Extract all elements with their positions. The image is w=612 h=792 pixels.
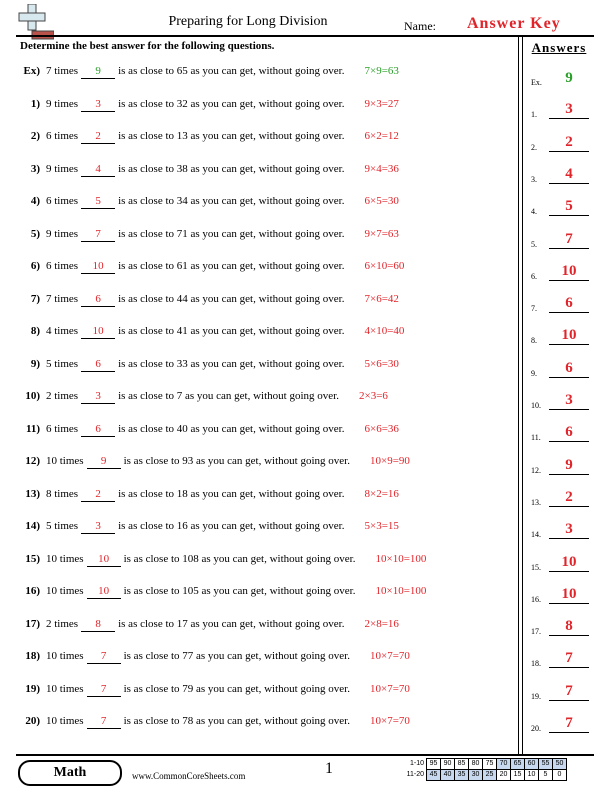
problem-row [16, 325, 404, 341]
problem-number: 14) [25, 520, 40, 532]
score-row-label: 1-10 [409, 760, 424, 767]
answer-label: 18. [531, 659, 541, 669]
multiplication-fact: 4×10=40 [364, 325, 405, 337]
problem-number: 4) [30, 195, 40, 207]
problem-answer-blank: 6 [81, 358, 115, 372]
answer-value: 5 [549, 198, 589, 216]
score-cell: 40 [441, 770, 455, 781]
problem-multiplier: 4 times [46, 325, 79, 337]
multiplication-fact: 8×2=16 [364, 487, 399, 500]
problem-row [16, 683, 410, 699]
problem-multiplier: 10 times [46, 682, 84, 695]
answer-column-divider-inner [522, 37, 523, 754]
score-cell: 45 [427, 770, 441, 781]
problem-number: 17) [25, 617, 40, 630]
page-title: Preparing for Long Division [168, 14, 328, 29]
math-badge: Math [18, 760, 122, 786]
top-divider [16, 35, 594, 37]
problem-answer-blank: 2 [81, 130, 115, 144]
score-cell: 75 [483, 759, 497, 770]
problem-row [16, 650, 410, 666]
page-number: 1 [325, 760, 333, 777]
multiplication-fact: 2×3=6 [358, 390, 388, 402]
answer-row [531, 553, 593, 572]
problem-multiplier: 6 times [46, 130, 79, 142]
problem-number: 16) [25, 585, 40, 597]
problem-multiplier: 10 times [46, 585, 84, 597]
problem-answer-blank: 3 [81, 98, 115, 112]
problem-row [16, 455, 410, 471]
answer-label: 1. [531, 110, 537, 120]
site-url: www.CommonCoreSheets.com [132, 771, 246, 781]
problem-row [16, 293, 399, 309]
answer-value: 3 [549, 521, 589, 539]
answer-value: 9 [565, 70, 573, 86]
problem-number: 12) [25, 455, 40, 467]
problem-answer-blank: 9 [87, 455, 121, 469]
problem-number: Ex) [23, 65, 40, 77]
problem-multiplier: 2 times [46, 617, 79, 630]
score-row [398, 770, 567, 781]
multiplication-fact: 5×6=30 [364, 357, 399, 370]
problem-multiplier: 9 times [46, 227, 79, 240]
answer-label: 8. [531, 336, 537, 346]
multiplication-fact: 6×5=30 [364, 195, 399, 207]
problem-multiplier: 10 times [46, 715, 84, 727]
problem-row [16, 358, 399, 374]
problem-text: is as close to 71 as you can get, without going over. [118, 227, 345, 240]
problem-row [16, 195, 399, 211]
answer-row [531, 652, 593, 668]
score-cell: 80 [469, 759, 483, 770]
answer-row [531, 585, 593, 604]
score-cell: 5 [539, 770, 553, 781]
problem-number: 9) [30, 357, 40, 370]
score-cell: 85 [455, 759, 469, 770]
answer-label: 14. [531, 530, 541, 540]
score-cell: 70 [497, 759, 511, 770]
answer-value: 3 [549, 392, 589, 410]
multiplication-fact: 7×9=63 [364, 65, 399, 77]
problem-number: 6) [30, 260, 40, 272]
score-cell: 55 [539, 759, 553, 770]
answer-value: 10 [549, 554, 589, 572]
problem-number: 20) [25, 715, 40, 727]
answer-value: 2 [549, 134, 589, 152]
problem-text: is as close to 105 as you can get, without going over. [123, 585, 356, 597]
score-cell: 95 [427, 759, 441, 770]
problem-row [16, 130, 399, 146]
problem-answer-blank: 6 [81, 423, 115, 437]
answer-label: 12. [531, 465, 541, 475]
answer-row [531, 359, 593, 378]
answer-value: 7 [549, 650, 589, 668]
problem-row [16, 488, 399, 504]
answer-key-label: Answer Key [467, 15, 561, 32]
score-cell: 60 [525, 759, 539, 770]
problem-number: 18) [25, 650, 40, 662]
problem-answer-blank: 3 [81, 520, 115, 534]
answer-column-divider [518, 37, 519, 754]
problem-number: 8) [30, 325, 40, 337]
multiplication-fact: 10×10=100 [375, 552, 427, 565]
problem-multiplier: 6 times [46, 260, 79, 272]
problem-text: is as close to 7 as you can get, without going over. [118, 390, 339, 402]
name-label: Name: [404, 19, 436, 33]
instructions: Determine the best answer for the following questions. [20, 40, 275, 52]
multiplication-fact: 9×7=63 [364, 227, 399, 240]
bottom-divider [16, 754, 594, 756]
problem-multiplier: 5 times [46, 520, 79, 532]
problem-answer-blank: 10 [87, 553, 121, 567]
problem-row [16, 228, 399, 244]
problem-row [16, 98, 399, 114]
problem-answer-blank: 8 [81, 618, 115, 632]
problem-row [16, 260, 404, 276]
answer-label: 17. [531, 627, 541, 637]
answer-label: 20. [531, 724, 541, 733]
answer-value: 3 [549, 101, 589, 119]
score-cell: 10 [525, 770, 539, 781]
problem-text: is as close to 77 as you can get, without going over. [123, 650, 350, 662]
problem-row [16, 163, 399, 179]
problem-text: is as close to 32 as you can get, without going over. [118, 97, 345, 110]
answer-label: 15. [531, 562, 541, 572]
score-table [398, 758, 567, 781]
problem-number: 5) [30, 227, 40, 240]
answer-row [531, 717, 593, 733]
multiplication-fact: 10×7=70 [369, 650, 410, 662]
answer-value: 6 [549, 360, 589, 378]
problem-row [16, 390, 388, 406]
problem-text: is as close to 44 as you can get, without going over. [118, 292, 345, 305]
answer-value: 6 [549, 424, 589, 442]
problem-text: is as close to 61 as you can get, without going over. [118, 260, 345, 272]
problem-answer-blank: 4 [81, 163, 115, 177]
problem-number: 11) [25, 422, 40, 435]
answer-row [531, 230, 593, 249]
score-row-label: 11-20 [406, 771, 424, 778]
answer-label: 6. [531, 271, 537, 281]
problem-text: is as close to 40 as you can get, without going over. [118, 422, 345, 435]
score-row [398, 759, 567, 770]
answer-label: 2. [531, 142, 537, 152]
problem-row [16, 585, 426, 601]
problem-answer-blank: 7 [87, 715, 121, 729]
problem-text: is as close to 16 as you can get, without going over. [118, 520, 345, 532]
answer-label: 7. [531, 304, 537, 314]
answer-value: 10 [549, 327, 589, 345]
answer-value: 7 [549, 683, 589, 701]
problem-multiplier: 10 times [46, 552, 84, 565]
problem-text: is as close to 38 as you can get, without going over. [118, 162, 345, 175]
problem-row [16, 553, 426, 569]
answer-label: Ex. [531, 78, 542, 87]
answer-row [531, 165, 593, 184]
problem-multiplier: 9 times [46, 97, 79, 110]
score-cell: 25 [483, 770, 497, 781]
score-cell: 0 [553, 770, 567, 781]
multiplication-fact: 7×6=42 [364, 292, 399, 305]
problem-row [16, 520, 399, 536]
problem-multiplier: 7 times [46, 292, 79, 305]
problem-number: 19) [25, 682, 40, 695]
answer-value: 9 [549, 457, 589, 475]
answer-label: 13. [531, 497, 541, 507]
problem-number: 15) [25, 552, 40, 565]
problem-text: is as close to 79 as you can get, without going over. [123, 682, 350, 695]
problem-multiplier: 8 times [46, 487, 79, 500]
answer-label: 11. [531, 433, 541, 443]
multiplication-fact: 9×4=36 [364, 162, 399, 175]
problem-text: is as close to 13 as you can get, without going over. [118, 130, 345, 142]
answer-row [531, 200, 593, 216]
problem-answer-blank: 9 [81, 65, 115, 79]
problem-number: 3) [30, 162, 40, 175]
score-cell: 30 [469, 770, 483, 781]
problem-multiplier: 7 times [46, 65, 79, 77]
multiplication-fact: 9×3=27 [364, 97, 399, 110]
answer-row [531, 297, 593, 313]
answer-value: 8 [549, 618, 589, 636]
problem-multiplier: 10 times [46, 650, 84, 662]
answer-value: 10 [549, 586, 589, 604]
answer-row [531, 682, 593, 701]
score-cell: 15 [511, 770, 525, 781]
problem-row [16, 618, 399, 634]
answer-row [531, 394, 593, 410]
problem-multiplier: 5 times [46, 357, 79, 370]
answer-row [531, 523, 593, 539]
problem-number: 10) [25, 390, 40, 402]
answer-value: 7 [549, 715, 589, 733]
answer-value: 4 [549, 166, 589, 184]
problem-answer-blank: 5 [81, 195, 115, 209]
answer-row [531, 456, 593, 475]
answer-value: 10 [549, 263, 589, 281]
score-cell: 90 [441, 759, 455, 770]
answer-row [531, 329, 593, 345]
problem-answer-blank: 2 [81, 488, 115, 502]
problem-text: is as close to 18 as you can get, without going over. [118, 487, 345, 500]
problem-answer-blank: 10 [81, 325, 115, 339]
answer-row [531, 426, 593, 442]
answers-heading: Answers [531, 40, 587, 55]
answer-label: 5. [531, 239, 537, 249]
answer-label: 16. [531, 594, 541, 604]
problem-multiplier: 10 times [46, 455, 84, 467]
problem-number: 2) [30, 130, 40, 142]
answer-value: 6 [549, 295, 589, 313]
problem-row [16, 715, 410, 731]
problem-answer-blank: 6 [81, 293, 115, 307]
answer-row [531, 488, 593, 507]
answer-label: 3. [531, 174, 537, 184]
problem-text: is as close to 41 as you can get, without going over. [118, 325, 345, 337]
problem-answer-blank: 7 [81, 228, 115, 242]
score-cell: 50 [553, 759, 567, 770]
problem-answer-blank: 10 [87, 585, 121, 599]
problem-multiplier: 6 times [46, 195, 79, 207]
example-answer [531, 71, 593, 87]
answer-value: 2 [549, 489, 589, 507]
example-problem [16, 65, 399, 81]
problem-row [16, 423, 399, 439]
answer-value: 7 [549, 231, 589, 249]
problem-answer-blank: 7 [87, 650, 121, 664]
score-cell: 65 [511, 759, 525, 770]
multiplication-fact: 2×8=16 [364, 617, 399, 630]
multiplication-fact: 6×6=36 [364, 422, 399, 435]
problem-text: is as close to 17 as you can get, without going over. [118, 617, 345, 630]
score-cell: 20 [497, 770, 511, 781]
answer-row [531, 262, 593, 281]
problem-multiplier: 9 times [46, 162, 79, 175]
multiplication-fact: 10×9=90 [369, 455, 410, 467]
answer-label: 9. [531, 368, 537, 378]
answer-row [531, 620, 593, 636]
answer-label: 10. [531, 401, 541, 410]
problem-number: 13) [25, 487, 40, 500]
problem-answer-blank: 10 [81, 260, 115, 274]
multiplication-fact: 10×7=70 [369, 682, 410, 695]
problem-text: is as close to 34 as you can get, without going over. [118, 195, 345, 207]
answer-label: 19. [531, 691, 541, 701]
multiplication-fact: 6×2=12 [364, 130, 399, 142]
multiplication-fact: 10×7=70 [369, 715, 410, 727]
problem-text: is as close to 93 as you can get, without going over. [123, 455, 350, 467]
problem-multiplier: 6 times [46, 422, 79, 435]
multiplication-fact: 6×10=60 [364, 260, 405, 272]
problem-number: 1) [30, 97, 40, 110]
problem-text: is as close to 78 as you can get, without going over. [123, 715, 350, 727]
answer-row [531, 133, 593, 152]
score-cell: 35 [455, 770, 469, 781]
answer-label: 4. [531, 207, 537, 217]
problem-answer-blank: 3 [81, 390, 115, 404]
multiplication-fact: 10×10=100 [375, 585, 427, 597]
problem-answer-blank: 7 [87, 683, 121, 697]
multiplication-fact: 5×3=15 [364, 520, 399, 532]
answer-row [531, 103, 593, 119]
problem-text: is as close to 33 as you can get, without going over. [118, 357, 345, 370]
problem-text: is as close to 65 as you can get, without going over. [118, 65, 345, 77]
problem-multiplier: 2 times [46, 390, 79, 402]
problem-text: is as close to 108 as you can get, without going over. [123, 552, 356, 565]
problem-number: 7) [30, 292, 40, 305]
